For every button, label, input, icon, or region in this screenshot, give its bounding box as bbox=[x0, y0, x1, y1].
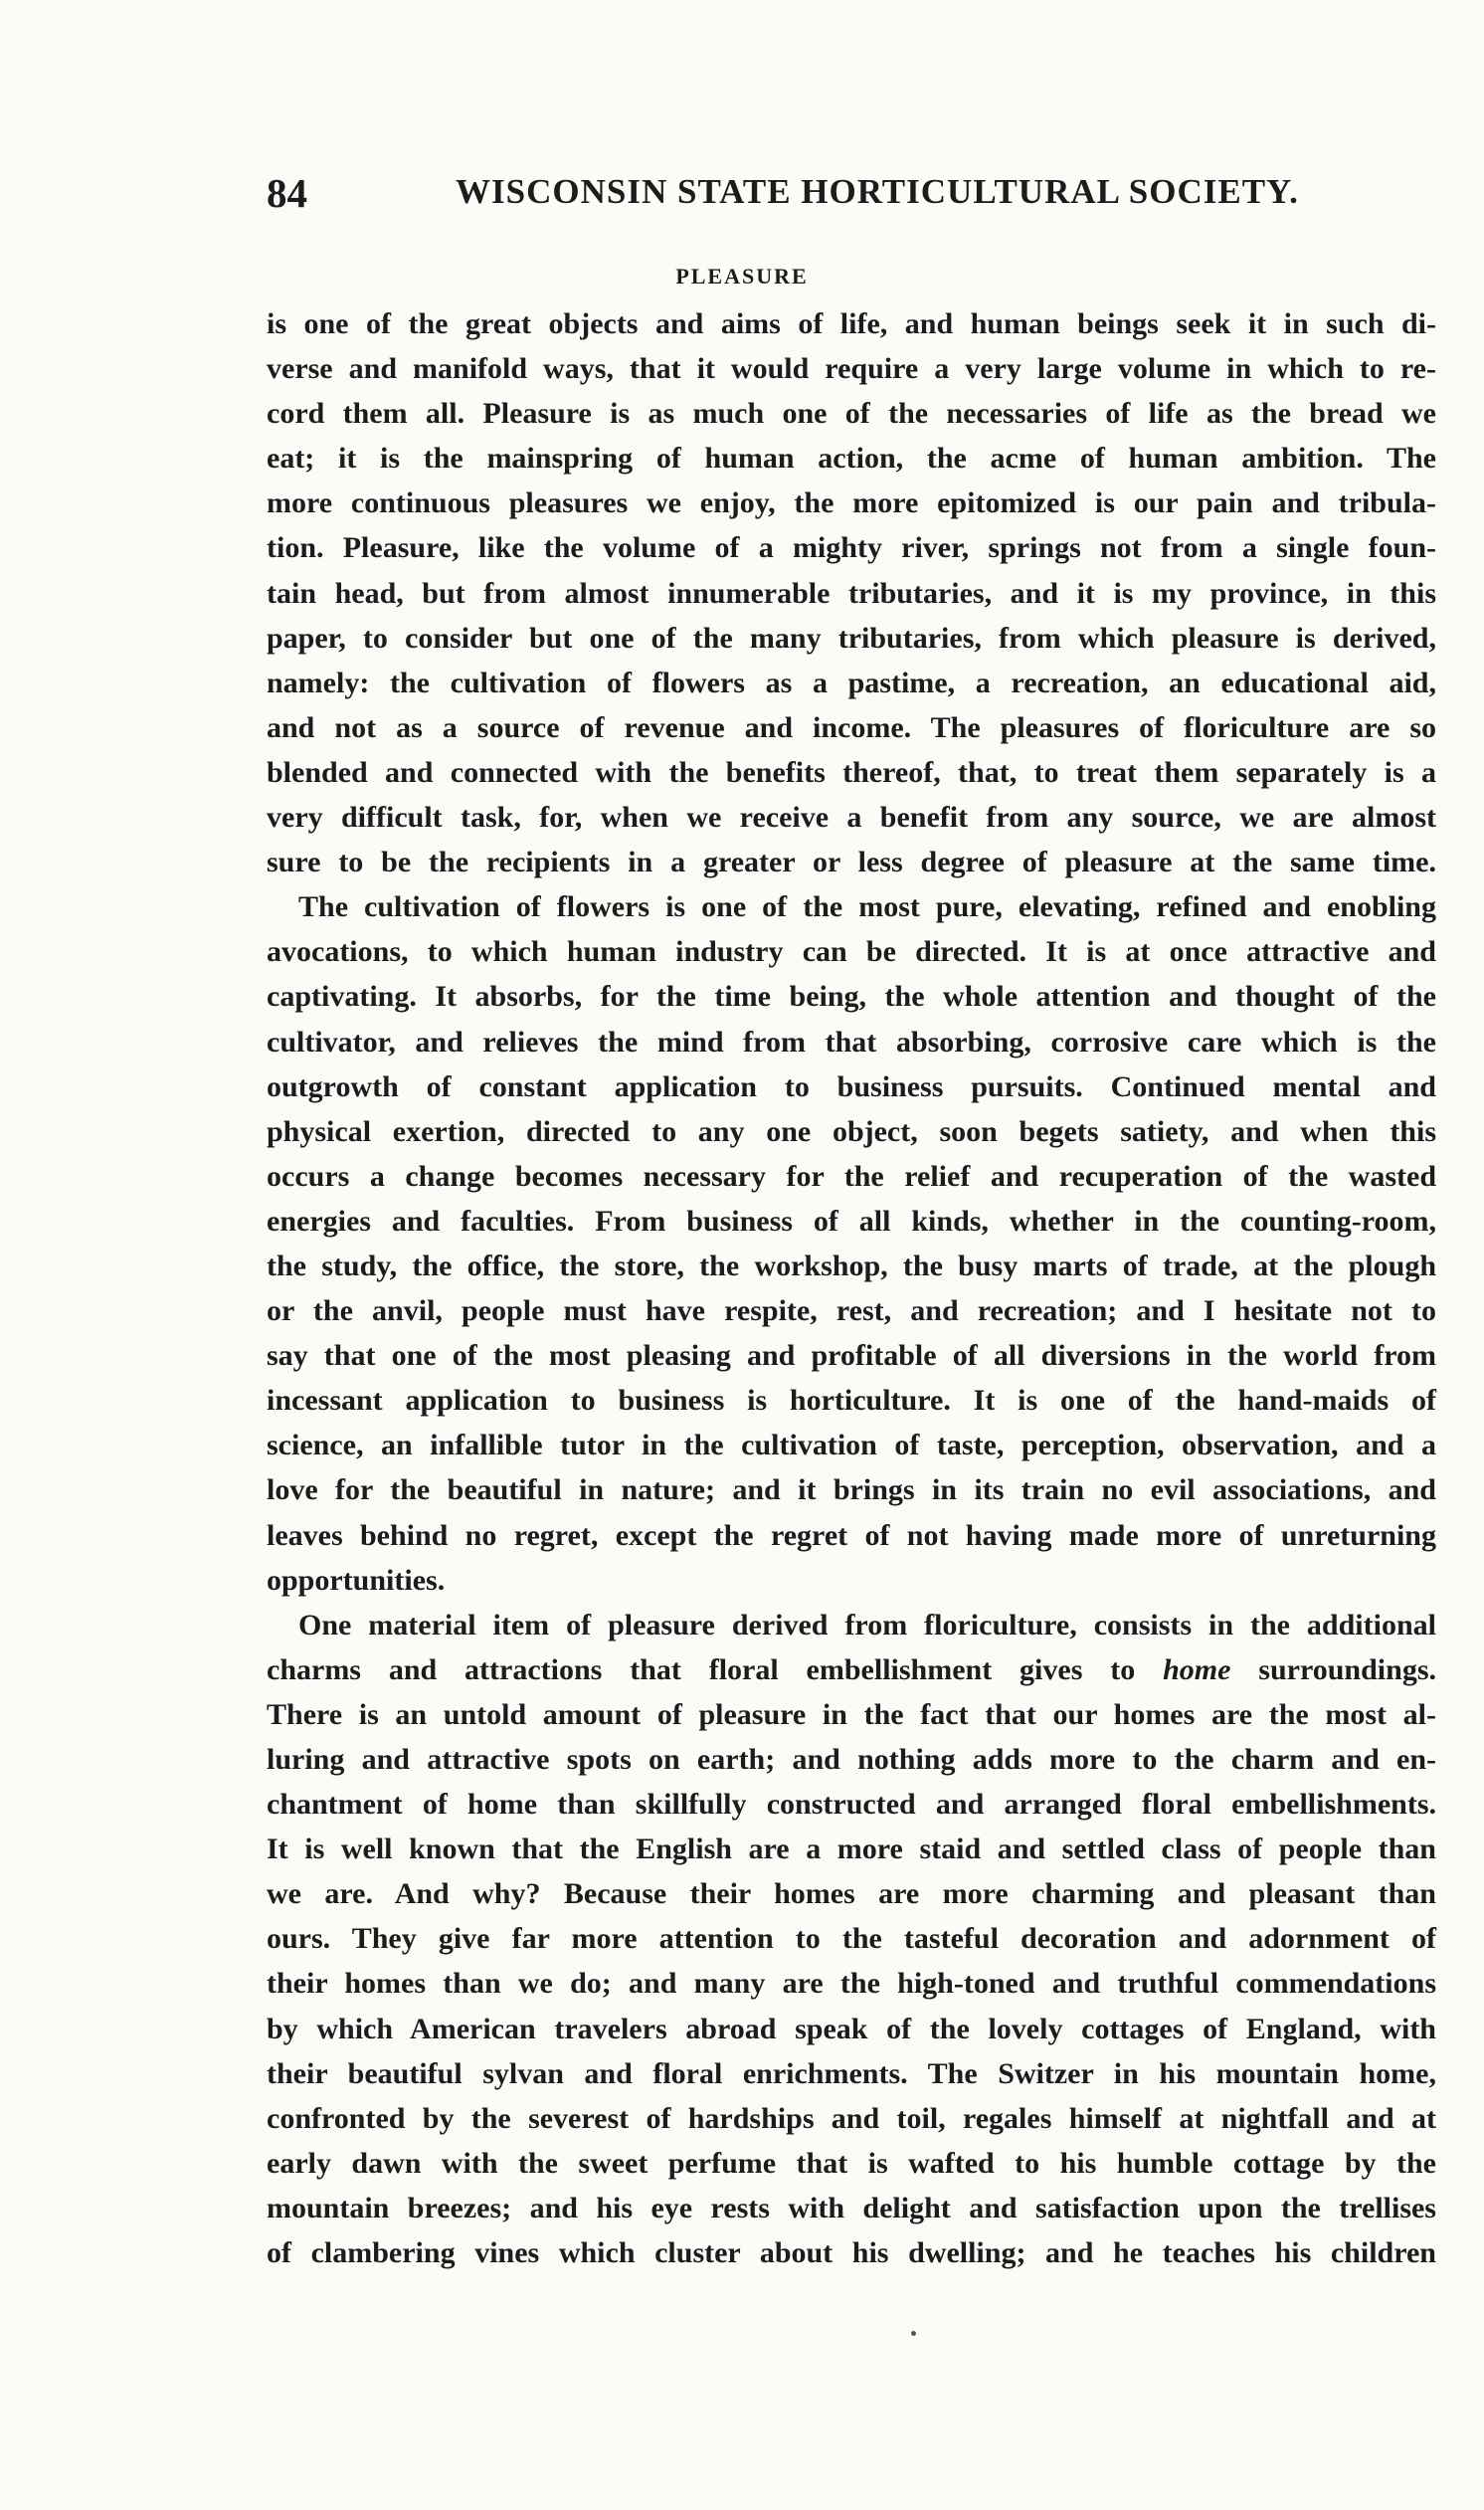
text-line: blended and connected with the benefits thereof, that, to treat them separately is a bbox=[267, 755, 1436, 789]
text-line: say that one of the most pleasing and profitable of all diversions in the world from bbox=[267, 1339, 1436, 1373]
running-title: WISCONSIN STATE HORTICULTURAL SOCIETY. bbox=[456, 172, 1299, 211]
text-line: more continuous pleasures we enjoy, the more epitomized is our pain and tribula- bbox=[267, 486, 1436, 520]
text-line: There is an untold amount of pleasure in the fact that our homes are the most al- bbox=[267, 1697, 1436, 1731]
text-line: chantment of home than skillfully constructed and arranged floral embellishments. bbox=[267, 1788, 1436, 1822]
text-line: confronted by the severest of hardships and toil, regales himself at nightfall and at bbox=[267, 2101, 1436, 2135]
text-line: occurs a change becomes necessary for the relief and recuperation of the wasted bbox=[267, 1159, 1436, 1193]
text-line: and not as a source of revenue and income. The pleasures of floriculture are so bbox=[267, 710, 1436, 744]
text-line: cord them all. Pleasure is as much one of the necessaries of life as the bread we bbox=[267, 397, 1436, 431]
text-line: luring and attractive spots on earth; and nothing adds more to the charm and en- bbox=[267, 1743, 1436, 1776]
text-line: is one of the great objects and aims of life, and human beings seek it in such di- bbox=[267, 307, 1436, 340]
text-line: namely: the cultivation of flowers as a pastime, a recreation, an educational aid, bbox=[267, 666, 1436, 699]
text-line: One material item of pleasure derived from floriculture, consists in the additional bbox=[298, 1608, 1436, 1641]
text-line: ours. They give far more attention to the tasteful decoration and adornment of bbox=[267, 1922, 1436, 1956]
text-line: science, an infallible tutor in the cultivation of taste, perception, observation, and a bbox=[267, 1429, 1436, 1462]
page-header bbox=[267, 169, 1299, 229]
text-line: or the anvil, people must have respite, rest, and recreation; and I hesitate not to bbox=[267, 1294, 1436, 1328]
body-text bbox=[267, 301, 1436, 2275]
text-line: paper, to consider but one of the many tributaries, from which pleasure is derived, bbox=[267, 621, 1436, 655]
text-line: very difficult task, for, when we receive a benefit from any source, we are almost bbox=[267, 801, 1436, 835]
text-line: captivating. It absorbs, for the time being, the whole attention and thought of the bbox=[267, 980, 1436, 1014]
text-line bbox=[267, 1647, 1436, 1692]
text-line: opportunities. bbox=[267, 1563, 446, 1597]
page-number: 84 bbox=[267, 170, 307, 216]
text-line: their beautiful sylvan and floral enrichments. The Switzer in his mountain home, bbox=[267, 2056, 1436, 2090]
text-line: outgrowth of constant application to business pursuits. Continued mental and bbox=[267, 1069, 1436, 1103]
text-line: incessant application to business is horticulture. It is one of the hand-maids of bbox=[267, 1384, 1436, 1418]
text-fragment: charms and attractions that floral embellishment gives to bbox=[267, 1652, 1164, 1686]
text-fragment: surroundings. bbox=[1230, 1652, 1436, 1686]
text-line: love for the beautiful in nature; and it brings in its train no evil associations, and bbox=[267, 1473, 1436, 1507]
text-line: the study, the office, the store, the workshop, the busy marts of trade, at the plough bbox=[267, 1249, 1436, 1282]
text-line: sure to be the recipients in a greater or less degree of pleasure at the same time. bbox=[267, 846, 1436, 879]
text-line: energies and faculties. From business of all kinds, whether in the counting-room, bbox=[267, 1204, 1436, 1238]
text-line: cultivator, and relieves the mind from that absorbing, corrosive care which is the bbox=[267, 1025, 1436, 1059]
text-line: The cultivation of flowers is one of the most pure, elevating, refined and enobling bbox=[298, 890, 1436, 924]
text-line: mountain breezes; and his eye rests with delight and satisfaction upon the trellises bbox=[267, 2191, 1436, 2224]
print-mark bbox=[911, 2331, 916, 2336]
text-line: their homes than we do; and many are the high-toned and truthful commendations bbox=[267, 1967, 1436, 2001]
text-line: physical exertion, directed to any one object, soon begets satiety, and when this bbox=[267, 1114, 1436, 1148]
text-line: tion. Pleasure, like the volume of a mighty river, springs not from a single foun- bbox=[267, 531, 1436, 565]
text-line: tain head, but from almost innumerable tributaries, and it is my province, in this bbox=[267, 576, 1436, 610]
italic-word: home bbox=[1163, 1652, 1231, 1686]
text-line: by which American travelers abroad speak of the lovely cottages of England, with bbox=[267, 2012, 1436, 2045]
text-line: early dawn with the sweet perfume that is wafted to his humble cottage by the bbox=[267, 2146, 1436, 2180]
text-line: of clambering vines which cluster about his dwelling; and he teaches his children bbox=[267, 2236, 1436, 2270]
text-line: we are. And why? Because their homes are more charming and pleasant than bbox=[267, 1877, 1436, 1911]
text-line: It is well known that the English are a more staid and settled class of people than bbox=[267, 1833, 1436, 1866]
section-heading: PLEASURE bbox=[675, 264, 809, 289]
text-line: avocations, to which human industry can be directed. It is at once attractive and bbox=[267, 935, 1436, 969]
text-line: eat; it is the mainspring of human action, the acme of human ambition. The bbox=[267, 442, 1436, 476]
text-line: verse and manifold ways, that it would require a very large volume in which to re- bbox=[267, 352, 1436, 386]
text-line: leaves behind no regret, except the regret of not having made more of unreturning bbox=[267, 1518, 1436, 1552]
